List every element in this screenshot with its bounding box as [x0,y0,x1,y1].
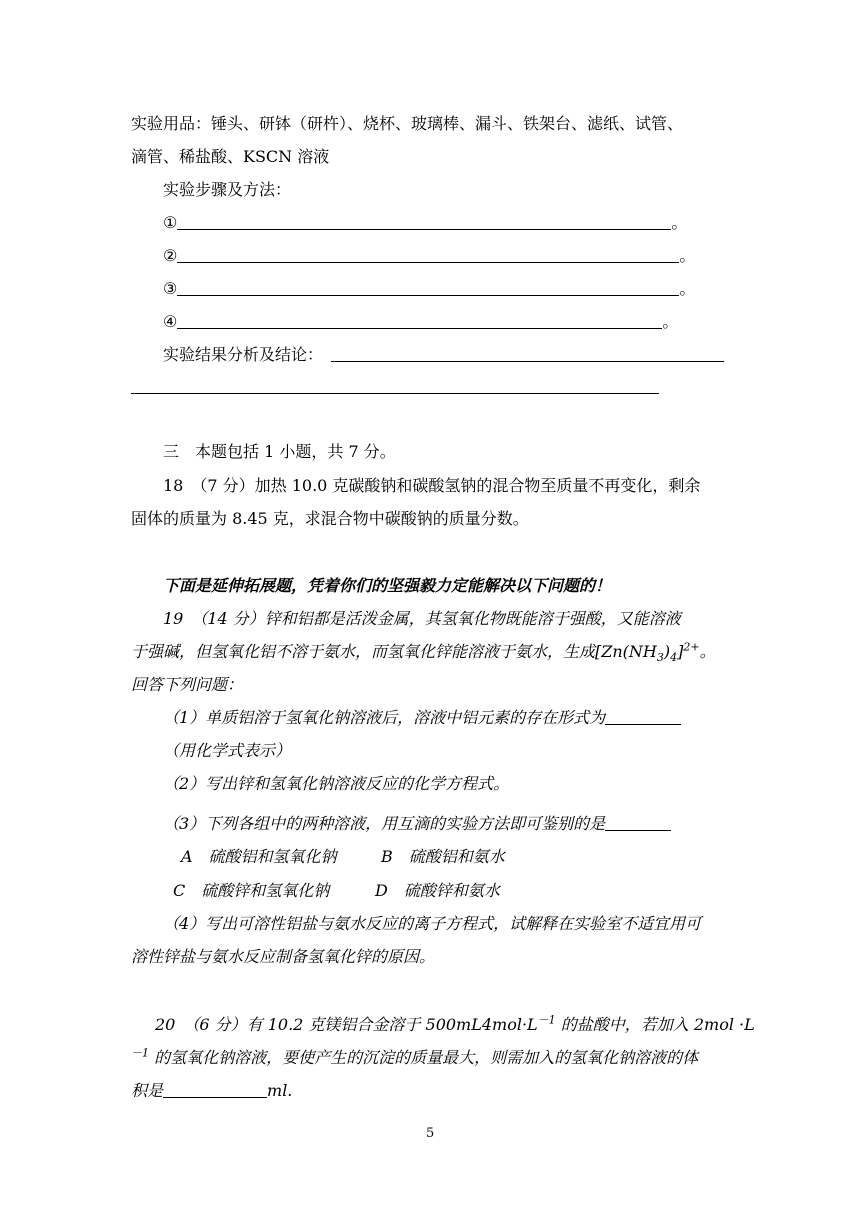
question-20-line-3 [131,1080,292,1102]
q19-part-4-line-2: 溶性锌盐与氨水反应制备氢氧化锌的原因。 [131,947,436,966]
q19-part-2: （2）写出锌和氢氧化钠溶液反应的化学方程式。 [163,774,510,793]
superscript: －1 [131,1046,149,1060]
q19-text: 于强碱，但氢氧化铝不溶于氨水，而氢氧化锌能溶液于氨水，生成[Zn(NH [131,642,657,661]
step-end: 。 [662,312,679,331]
q19-text: 。 [699,642,716,661]
conclusion-line [163,344,724,366]
q19-text: ) [663,642,671,661]
q19-part-1 [163,707,681,729]
step-line-4 [163,311,678,333]
step-end: 。 [679,279,696,298]
superscript: 2+ [683,640,700,654]
steps-heading: 实验步骤及方法： [163,180,292,199]
question-19-line-3: 回答下列问题： [131,675,244,694]
option-d: D 硫酸锌和氨水 [375,881,500,900]
answer-blank[interactable] [163,1081,267,1098]
section-header: 三 本题包括 1 小题，共 7 分。 [163,442,396,461]
q20-text: 积是 [131,1081,164,1100]
answer-blank[interactable] [331,345,724,362]
conclusion-answer-line[interactable] [131,393,659,394]
step-end: 。 [671,213,688,232]
q20-text: 20 （6 分）有 10.2 克镁铝合金溶于 500mL4mol·L [155,1015,538,1034]
extension-title: 下面是延伸拓展题，凭着你们的坚强毅力定能解决以下问题的！ [163,576,612,595]
question-19-line-1: 19 （14 分）锌和铝都是活泼金属，其氢氧化物既能溶于强酸，又能溶液 [163,609,681,628]
answer-blank[interactable] [177,213,671,230]
step-marker: ② [163,246,178,265]
subscript: 3 [656,651,664,665]
subscript: 4 [670,651,678,665]
q19-text: ] [677,642,684,661]
q20-unit: ml. [267,1081,293,1100]
materials-line-1: 实验用品：锤头、研钵（研杵）、烧杯、玻璃棒、漏斗、铁架台、滤纸、试管、 [131,114,684,133]
option-a: A 硫酸铝和氢氧化钠 [181,847,337,866]
superscript: －1 [537,1013,556,1027]
q19-part-1-text: （1）单质铝溶于氢氧化钠溶液后，溶液中铝元素的存在形式为 [163,708,606,727]
step-line-3 [163,278,695,300]
step-line-2 [163,245,695,267]
question-19-line-2 [131,641,716,663]
conclusion-label: 实验结果分析及结论： [163,345,324,364]
q19-part-4-line-1: （4）写出可溶性铝盐与氨水反应的离子方程式，试解释在实验室不适宜用可 [163,914,702,933]
step-marker: ④ [163,312,178,331]
option-c: C 硫酸锌和氢氧化钠 [173,881,330,900]
question-18-line-2: 固体的质量为 8.45 克，求混合物中碳酸钠的质量分数。 [131,509,529,528]
q20-text: 的氢氧化钠溶液，要使产生的沉淀的质量最大，则需加入的氢氧化钠溶液的体 [149,1048,699,1067]
question-20-line-2 [131,1047,698,1069]
q19-part-1-note: （用化学式表示） [163,741,292,760]
q20-text: 的盐酸中，若加入 2mol ·L [555,1015,755,1034]
answer-blank[interactable] [177,279,679,296]
step-marker: ③ [163,279,178,298]
answer-blank[interactable] [605,708,681,725]
step-end: 。 [679,246,696,265]
q19-part-3-text: （3）下列各组中的两种溶液，用互滴的实验方法即可鉴别的是 [163,814,606,833]
page-number: 5 [426,1126,435,1141]
q19-part-3 [163,813,671,835]
answer-blank[interactable] [177,246,679,263]
answer-blank[interactable] [177,312,662,329]
question-20-line-1 [155,1014,755,1036]
step-marker: ① [163,213,178,232]
answer-blank[interactable] [605,814,671,831]
step-line-1 [163,212,687,234]
materials-line-2: 滴管、稀盐酸、KSCN 溶液 [131,147,330,166]
option-b: B 硫酸铝和氨水 [381,847,505,866]
question-18-line-1: 18 （7 分）加热 10.0 克碳酸钠和碳酸氢钠的混合物至质量不再变化，剩余 [163,476,701,495]
